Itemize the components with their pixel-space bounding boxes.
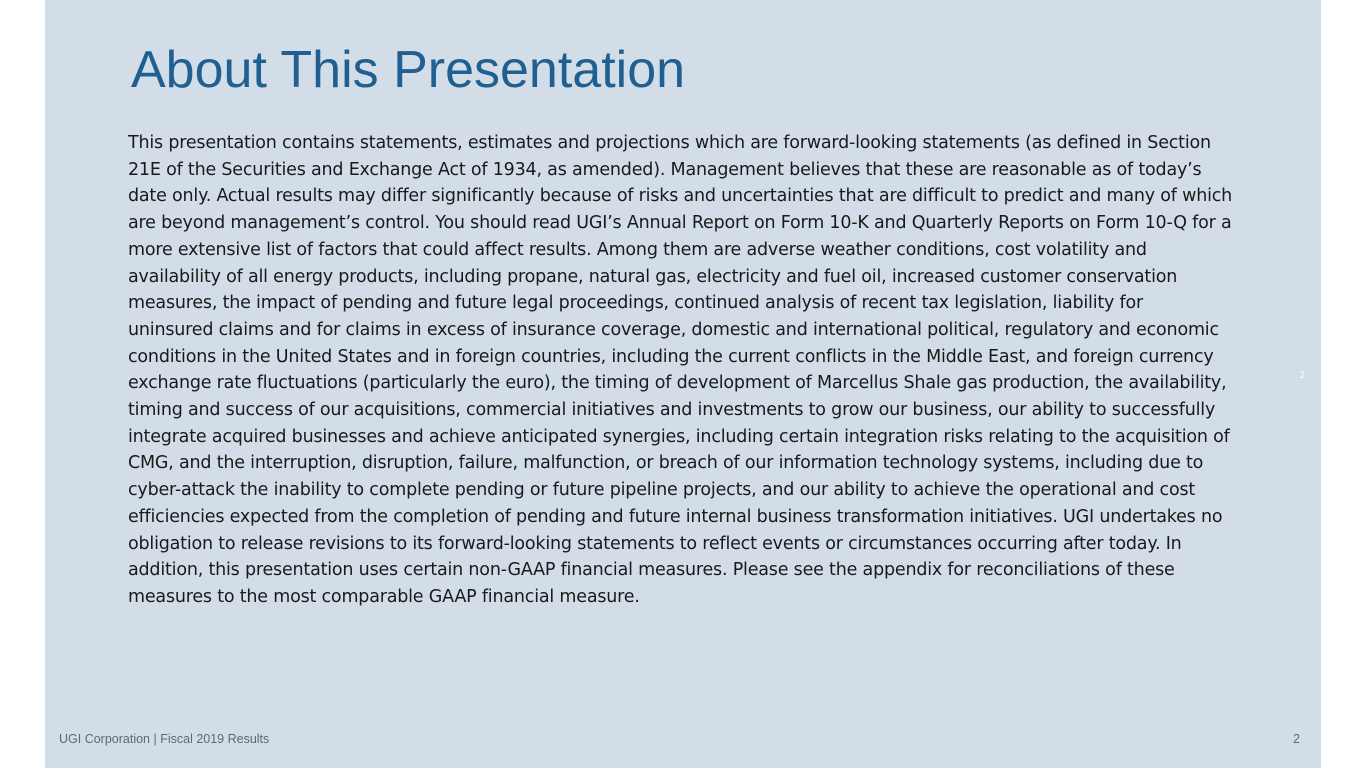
slide-title: About This Presentation <box>131 41 686 99</box>
footer-company-label: UGI Corporation | Fiscal 2019 Results <box>59 732 270 746</box>
footer-page-number: 2 <box>1293 732 1300 746</box>
slide <box>45 0 1321 768</box>
page-marker: 2 <box>1299 370 1305 380</box>
disclaimer-body-text: This presentation contains statements, estimates and projections which are forward-looking statements (as defined in Section 21E of the Securities and Exchange Act of 1934, as amended). Management believes that these are reasonable as of today’s date only. Actual results may differ significantly because of risks and uncertainties that are difficult to predict and many of which are beyond management’s control. You should read UGI’s Annual Report on Form 10-K and Quarterly Reports on Form 10-Q for a more extensive list of factors that could affect results. Among them are adverse weather conditions, cost volatility and availability of all energy products, including propane, natural gas, electricity and fuel oil, increased customer conservation measures, the impact of pending and future legal proceedings, continued analysis of recent tax legislation, liability for uninsured claims and for claims in excess of insurance coverage, domestic and international political, regulatory and economic conditions in the United States and in foreign countries, including the current conflicts in the Middle East, and foreign currency exchange rate fluctuations (particularly the euro), the timing of development of Marcellus Shale gas production, the availability, timing and success of our acquisitions, commercial initiatives and investments to grow our business, our ability to successfully integrate acquired businesses and achieve anticipated synergies, including certain integration risks relating to the acquisition of CMG, and the interruption, disruption, failure, malfunction, or breach of our information technology systems, including due to cyber-attack the inability to complete pending or future pipeline projects, and our ability to achieve the operational and cost efficiencies expected from the completion of pending and future internal business transformation initiatives. UGI undertakes no obligation to release revisions to its forward-looking statements to reflect events or circumstances occurring after today. In addition, this presentation uses certain non-GAAP financial measures. Please see the appendix for reconciliations of these measures to the most comparable GAAP financial measure. <box>128 133 1233 607</box>
